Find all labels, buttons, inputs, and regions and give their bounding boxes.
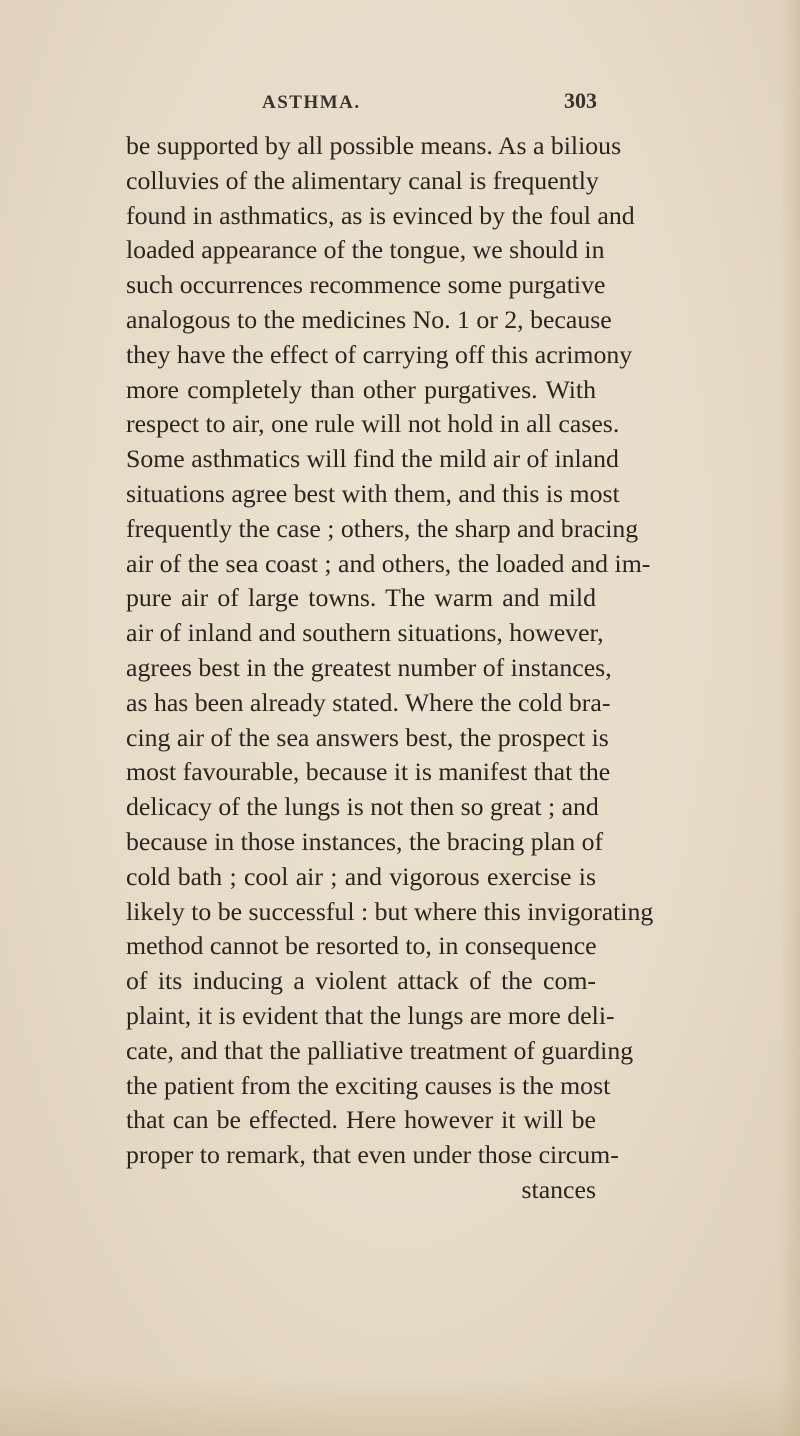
text-line: cing air of the sea answers best, the prospect is xyxy=(126,722,609,752)
text-line: Some asthmatics will find the mild air of inland xyxy=(126,444,619,474)
text-line: frequently the case ; others, the sharp and bracing xyxy=(126,513,639,543)
text-line: agrees best in the greatest number of instances, xyxy=(126,652,612,682)
text-line: such occurrences recommence some purgative xyxy=(126,270,606,300)
text-line: that can be effected. Here however it will be xyxy=(126,1105,596,1135)
text-line: likely to be successful : but where this invigorating xyxy=(126,896,654,926)
page-number: 303 xyxy=(564,88,597,113)
text-line: loaded appearance of the tongue, we should in xyxy=(126,235,605,265)
text-line: cate, and that the palliative treatment of guarding xyxy=(126,1035,634,1065)
text-line: the patient from the exciting causes is the most xyxy=(126,1070,611,1100)
running-head: ASTHMA. xyxy=(262,92,361,113)
text-line: more completely than other purgatives. With xyxy=(126,374,596,404)
text-line: pure air of large towns. The warm and mild xyxy=(126,583,596,613)
page-edge-shadow xyxy=(780,0,800,1436)
text-line: most favourable, because it is manifest that the xyxy=(126,757,611,787)
text-line: cold bath ; cool air ; and vigorous exercise is xyxy=(126,861,596,891)
text-line: respect to air, one rule will not hold in all cases. xyxy=(126,409,620,439)
page-bottom-shadow xyxy=(0,1376,800,1436)
text-line: as has been already stated. Where the cold bra- xyxy=(126,687,611,717)
text-line: found in asthmatics, as is evinced by the foul and xyxy=(126,200,635,230)
text-line: method cannot be resorted to, in consequence xyxy=(126,931,597,961)
catchword: stances xyxy=(521,1174,596,1204)
text-line: colluvies of the alimentary canal is frequently xyxy=(126,165,599,195)
body-text xyxy=(126,129,654,1208)
text-line: delicacy of the lungs is not then so great ; and xyxy=(126,792,599,822)
text-line: proper to remark, that even under those circum- xyxy=(126,1140,619,1170)
text-line: because in those instances, the bracing plan of xyxy=(126,826,604,856)
text-line: be supported by all possible means. As a bilious xyxy=(126,131,622,160)
text-line: situations agree best with them, and this is most xyxy=(126,478,620,508)
text-line: air of inland and southern situations, however, xyxy=(126,618,604,648)
text-line: they have the effect of carrying off this acrimony xyxy=(126,339,633,369)
text-line: analogous to the medicines No. 1 or 2, because xyxy=(126,304,612,334)
text-line: plaint, it is evident that the lungs are more deli- xyxy=(126,1000,615,1030)
text-line: air of the sea coast ; and others, the loaded and im- xyxy=(126,548,651,578)
page-header xyxy=(262,88,597,114)
text-line: of its inducing a violent attack of the com- xyxy=(126,966,596,996)
